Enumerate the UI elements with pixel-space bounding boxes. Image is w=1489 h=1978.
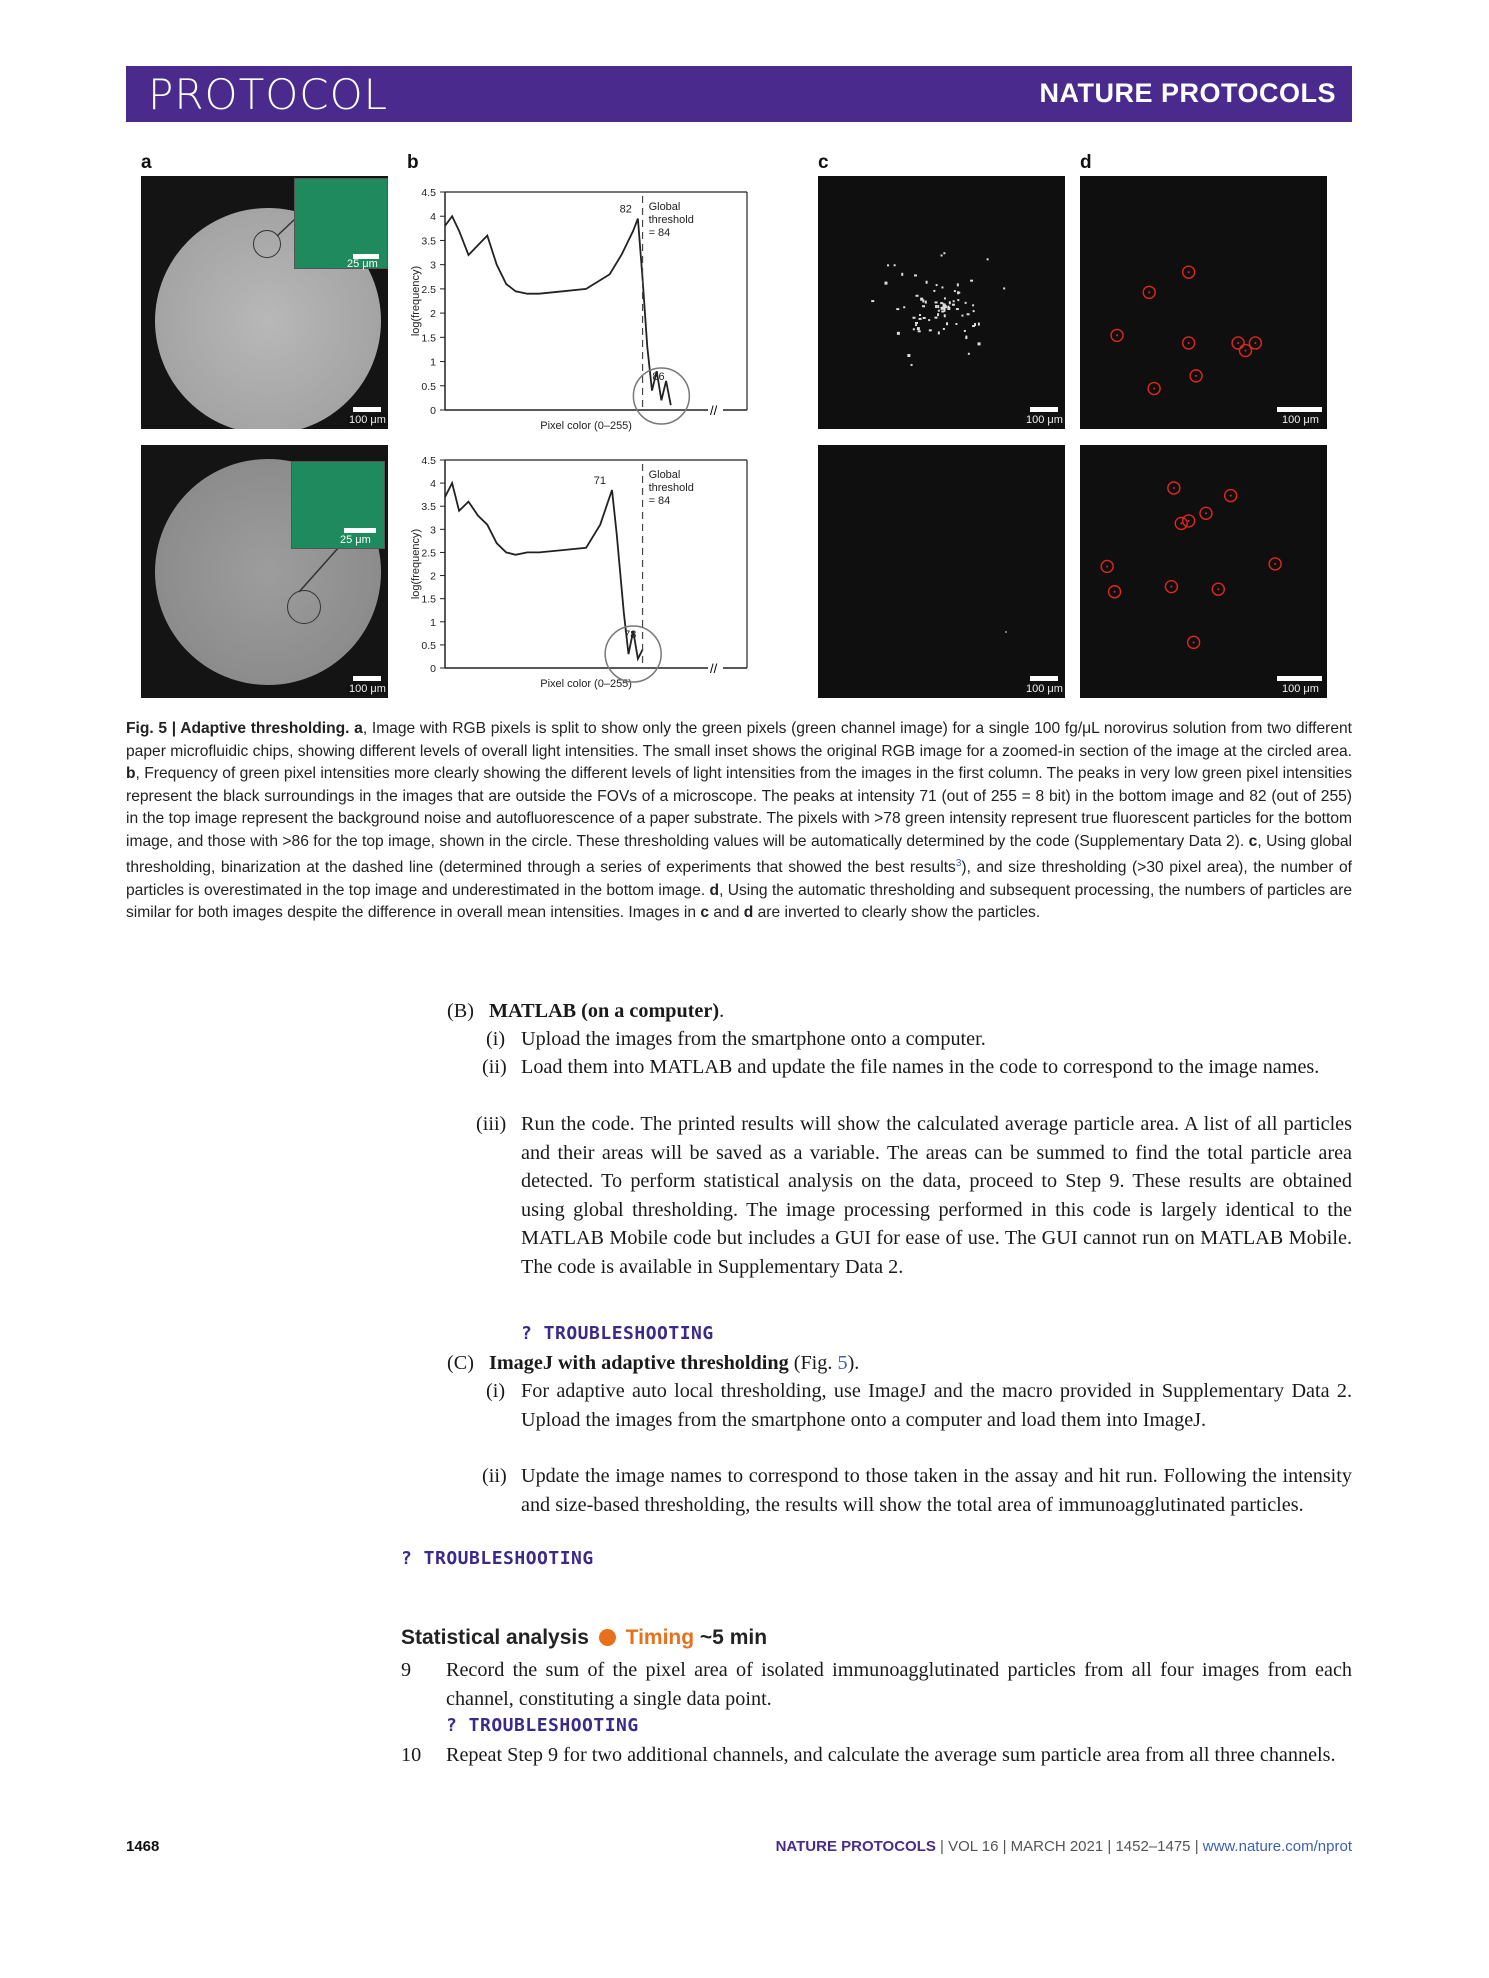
particle-dot	[947, 306, 949, 308]
particle-dot	[914, 274, 917, 276]
particle-dot	[915, 324, 917, 326]
detected-particle-dot	[1274, 563, 1276, 565]
particle-dot	[964, 330, 966, 332]
threshold-label: Global	[648, 201, 681, 213]
particle-dot	[925, 301, 927, 304]
particle-dot	[935, 305, 937, 308]
y-tick-label: 2	[430, 570, 436, 583]
step-C-i-text: For adaptive auto local thresholding, use ImageJ and the macro provided in Supplementary Data 2. Upload the images from the smartphone onto a computer and load them into ImageJ.	[521, 1380, 1352, 1431]
particle-dot	[943, 328, 945, 330]
footer-sep: |	[998, 1838, 1011, 1855]
circle-label: 78	[624, 629, 637, 641]
y-tick-label: 4.5	[421, 187, 436, 199]
panel-label-a: a	[141, 152, 152, 173]
y-tick-label: 4	[430, 211, 436, 224]
troubleshooting-link[interactable]: ? TROUBLESHOOTING	[521, 1323, 714, 1344]
footer-sep: |	[1103, 1838, 1116, 1855]
particle-dot	[941, 310, 944, 312]
histogram-bottom	[405, 448, 805, 698]
y-tick-label: 4	[430, 478, 436, 491]
axis-break: //	[710, 403, 718, 418]
circle-label: 86	[652, 371, 665, 383]
caption-text: , Using global thresholding, binarization at the dashed line (determined through a series of experiments that showed the best results	[126, 832, 1353, 877]
particle-dot	[954, 290, 956, 292]
footer-volume: VOL 16	[948, 1838, 999, 1855]
particle-dot	[915, 322, 918, 324]
particle-dot	[936, 284, 938, 286]
step-C-title-text: ImageJ with adaptive thresholding	[489, 1352, 789, 1374]
step-B-ii-text: Load them into MATLAB and update the file names in the code to correspond to the image names.	[521, 1056, 1320, 1078]
particle-dot	[922, 299, 924, 302]
scale-label: 100 μm	[1282, 683, 1319, 695]
scale-label: 100 μm	[349, 683, 386, 695]
step-9-text: Record the sum of the pixel area of isolated immunoagglutinated particles from all four images from each channel, constituting a single data point.	[446, 1659, 1352, 1710]
step-C-ii-number: (ii)	[482, 1465, 507, 1487]
y-tick-label: 1.5	[421, 593, 436, 606]
panel-d-bottom-image	[1080, 445, 1327, 698]
particle-dot	[907, 354, 910, 357]
caption-fig-label: Fig. 5 | Adaptive thresholding.	[126, 720, 350, 737]
y-tick-label: 0	[430, 405, 436, 417]
particle-dot	[1003, 287, 1005, 289]
y-tick-label: 4.5	[421, 455, 436, 467]
particle-dot	[933, 290, 935, 292]
detected-particle-dot	[1180, 522, 1182, 524]
histogram-line	[445, 483, 643, 659]
step-B-ii-number: (ii)	[482, 1056, 507, 1078]
caption-text: ), and size thresholding (>30 pixel area), the number of particles is overestimated in the top image and underestimated in the bottom image.	[126, 859, 1353, 899]
particle-dot	[942, 303, 944, 305]
footer-sep: |	[1190, 1838, 1203, 1855]
y-tick-label: 3	[430, 259, 436, 272]
detected-particle-dot	[1254, 342, 1256, 344]
particle-dot	[919, 314, 921, 316]
particle-dot	[922, 305, 925, 307]
scale-bar	[1277, 676, 1322, 681]
detected-particle-dot	[1244, 350, 1246, 352]
step-B-iii-number: (iii)	[476, 1113, 507, 1135]
particle-dot	[928, 319, 930, 321]
panel-label-d: d	[1080, 152, 1092, 173]
fig-ref-prefix: (Fig.	[788, 1352, 838, 1374]
particle-dot	[944, 314, 946, 317]
particle-dot	[978, 323, 980, 326]
step-B-number: (B)	[447, 1000, 474, 1022]
footer-citation	[776, 1838, 1352, 1855]
particle-dot	[884, 282, 887, 285]
axis-break: //	[710, 661, 718, 676]
particle-dot	[913, 328, 915, 330]
particle-dot	[970, 280, 973, 282]
particle-dot	[937, 313, 939, 316]
figure-link[interactable]: 5	[837, 1352, 848, 1374]
footer-date: MARCH 2021	[1010, 1838, 1104, 1855]
threshold-label: threshold	[648, 482, 694, 494]
scale-bar	[353, 407, 381, 412]
troubleshooting-link[interactable]: ? TROUBLESHOOTING	[446, 1715, 639, 1736]
particle-dots	[818, 176, 1065, 429]
caption-text: are inverted to clearly show the particles.	[753, 904, 1041, 922]
caption-ref-d: d	[709, 881, 720, 899]
detected-particle-dot	[1217, 588, 1219, 590]
particle-dot	[911, 364, 913, 366]
particle-dot	[957, 291, 959, 294]
peak-label: 71	[593, 475, 606, 488]
step-9-number: 9	[401, 1659, 412, 1681]
step-B-i-number: (i)	[486, 1028, 506, 1050]
panel-a-top-image	[141, 176, 388, 429]
particle-dot	[943, 306, 946, 308]
particle-dot	[955, 323, 957, 325]
header-banner	[126, 66, 1352, 122]
section-heading-text: Statistical analysis	[401, 1626, 589, 1649]
troubleshooting-link[interactable]: ? TROUBLESHOOTING	[401, 1548, 594, 1569]
y-tick-label: 1	[430, 616, 436, 629]
citation-link[interactable]: 3	[955, 858, 962, 869]
caption-text: and	[709, 904, 744, 922]
fig-ref-suffix: ).	[847, 1352, 860, 1374]
particle-dot	[972, 304, 974, 306]
caption-text: , Image with RGB pixels is split to show only the green pixels (green channel image) for a single 100 fg/μL norovirus solution from two different paper microfluidic chips, showing different levels of overall light intensities. The small inset shows the original RGB image for a zoomed-in section of the image at the circled area.	[126, 720, 1352, 760]
particle-dot	[903, 306, 905, 308]
scale-bar	[1277, 407, 1322, 412]
threshold-label: = 84	[648, 495, 671, 507]
peak-label: 82	[619, 203, 632, 216]
detected-particle-dot	[1173, 487, 1175, 489]
step-10-text: Repeat Step 9 for two additional channels, and calculate the average sum particle area from all three channels.	[446, 1744, 1336, 1766]
particle-dot	[941, 254, 943, 256]
caption-ref-a: a	[354, 720, 363, 737]
particle-dot	[871, 300, 874, 302]
particle-dot	[916, 295, 919, 297]
caption-text: , Frequency of green pixel intensities more clearly showing the different levels of light intensities from the images in the first column. The peaks in very low green pixel intensities represent the black surroundings in the images that are outside the FOVs of a microscope. The peaks at intensity 71 (out of 255 = 8 bit) in the bottom image and 82 (out of 255) in the top image represent the background noise and autofluorescence of a paper substrate. The pixels with >78 green intensity represent true fluorescent particles for the bottom image, and those with >86 for the top image, shown in the circle. These thresholding values will be automatically determined by the code (Supplementary Data 2).	[126, 765, 1352, 850]
particle-dot	[941, 286, 943, 288]
particle-dot	[919, 318, 922, 320]
particle-dot	[923, 317, 926, 319]
green-inset	[291, 461, 385, 549]
footer-url-link[interactable]: www.nature.com/nprot	[1202, 1838, 1352, 1855]
detected-particle-dot	[1106, 565, 1108, 567]
y-tick-label: 2.5	[421, 283, 436, 296]
particle-dot	[946, 322, 948, 325]
inset-scale-label: 25 μm	[347, 258, 378, 270]
particle-dot	[944, 297, 946, 299]
timing-value: ~5 min	[699, 1626, 768, 1649]
journal-title: NATURE PROTOCOLS	[1039, 78, 1336, 108]
panel-c-top-image	[818, 176, 1065, 429]
scale-label: 100 μm	[1026, 683, 1063, 695]
figure-caption	[126, 718, 1352, 925]
particle-dot	[917, 327, 920, 330]
particle-dot	[952, 304, 955, 306]
particle-dot	[934, 317, 937, 319]
particle-dot	[937, 305, 939, 308]
particle-dot	[935, 301, 938, 303]
timing-dot-icon	[599, 1629, 616, 1646]
detected-particle-dot	[1230, 495, 1232, 497]
threshold-label: = 84	[648, 227, 671, 239]
particle-dot	[912, 317, 915, 319]
panel-c-bottom-image	[818, 445, 1065, 698]
detected-particle-dot	[1170, 586, 1172, 588]
section-heading	[401, 1626, 767, 1650]
detected-particle-dot	[1153, 388, 1155, 390]
histogram-line	[445, 216, 671, 405]
detected-particle-dot	[1116, 334, 1118, 336]
detected-particle-dot	[1188, 520, 1190, 522]
panel-d-top-image	[1080, 176, 1327, 429]
y-tick-label: 3.5	[421, 501, 436, 514]
detected-particle-dot	[1195, 375, 1197, 377]
y-tick-label: 1.5	[421, 332, 436, 345]
threshold-label: Global	[648, 469, 681, 481]
particle-dot	[965, 302, 967, 304]
particle-dot	[926, 281, 928, 284]
footer-pages: 1452–1475	[1115, 1838, 1191, 1855]
scale-label: 100 μm	[1282, 414, 1319, 426]
particle-dot	[967, 313, 970, 315]
particle-dot	[929, 329, 932, 331]
particle-dot	[943, 252, 945, 254]
step-B-iii-text: Run the code. The printed results will show the calculated average particle area. A list of all particles and their areas will be saved as a variable. The areas can be summed to find the total particle area detected. To perform statistical analysis on the data, proceed to Step 9. These results are obtained using global thresholding. The image processing performed in this code is largely identical to the MATLAB Mobile code but includes a GUI for ease of use. The GUI cannot run on MATLAB Mobile. The code is available in Supplementary Data 2.	[521, 1113, 1352, 1278]
particle-dot	[972, 325, 975, 327]
timing-label: Timing	[625, 1626, 695, 1649]
particle-dot	[956, 308, 959, 310]
particle-dot	[968, 353, 970, 355]
particle-dot	[973, 310, 975, 312]
detected-particle-dot	[1148, 291, 1150, 293]
particle-dot	[957, 299, 959, 301]
scale-bar	[353, 676, 381, 681]
particle-dot	[938, 310, 940, 312]
scale-label: 100 μm	[349, 414, 386, 426]
particle-dot	[1005, 631, 1007, 633]
x-axis-label: Pixel color (0–255)	[540, 420, 632, 432]
particle-dot	[953, 300, 955, 302]
step-B-i-text: Upload the images from the smartphone onto a computer.	[521, 1028, 986, 1050]
scale-label: 100 μm	[1026, 414, 1063, 426]
section-title: PROTOCOL	[148, 70, 389, 119]
particle-dot	[965, 336, 967, 339]
x-axis-label: Pixel color (0–255)	[540, 678, 632, 690]
particle-dot	[901, 273, 903, 276]
step-B-title: MATLAB (on a computer).	[489, 1000, 725, 1022]
y-tick-label: 1	[430, 356, 436, 369]
particle-dot	[949, 301, 951, 304]
panel-a-bottom-image	[141, 445, 388, 698]
caption-text: , Using the automatic thresholding and subsequent processing, the numbers of particles are similar for both images despite the difference in overall mean intensities. Images in	[126, 881, 1353, 922]
detected-particles	[1080, 176, 1327, 429]
y-tick-label: 0.5	[421, 639, 436, 652]
histogram-top	[405, 180, 805, 440]
y-tick-label: 0	[430, 663, 436, 675]
page-number: 1468	[126, 1838, 160, 1855]
step-C-i-number: (i)	[486, 1380, 506, 1402]
step-C-title	[489, 1349, 859, 1378]
particle-dot	[978, 342, 981, 345]
step-10-number: 10	[401, 1744, 422, 1766]
particle-dot	[897, 332, 900, 335]
detected-particles	[1080, 445, 1327, 698]
particle-dot	[957, 283, 959, 286]
particle-dot	[887, 264, 889, 266]
y-axis-label: log(frequency)	[410, 265, 422, 337]
caption-ref-c: c	[700, 904, 710, 922]
particle-dot	[918, 330, 921, 332]
caption-ref-c: c	[1248, 832, 1258, 850]
caption-ref-b: b	[126, 765, 136, 782]
y-tick-label: 3.5	[421, 235, 436, 248]
scale-bar	[1030, 407, 1058, 412]
y-tick-label: 2	[430, 308, 436, 321]
y-axis-label: log(frequency)	[410, 528, 422, 600]
particle-dot	[987, 258, 989, 260]
particle-dot	[941, 307, 943, 310]
panel-label-c: c	[818, 152, 829, 173]
detected-particle-dot	[1188, 342, 1190, 344]
inset-scale-label: 25 μm	[340, 534, 371, 546]
y-tick-label: 3	[430, 524, 436, 537]
y-tick-label: 0.5	[421, 380, 436, 393]
y-tick-label: 2.5	[421, 547, 436, 560]
step-C-ii-text: Update the image names to correspond to those taken in the assay and hit run. Following the intensity and size-based thresholding, the results will show the total area of immunoagglutinated particles.	[521, 1465, 1352, 1516]
caption-ref-d: d	[743, 904, 754, 922]
scale-bar	[1030, 676, 1058, 681]
detected-particle-dot	[1193, 641, 1195, 643]
footer-journal: NATURE PROTOCOLS	[775, 1838, 936, 1855]
inset-scale-bar	[344, 528, 376, 533]
panel-label-b: b	[407, 152, 419, 173]
footer-sep: |	[935, 1838, 949, 1855]
particle-dot	[938, 331, 940, 334]
particle-dot	[894, 264, 896, 266]
detected-particle-dot	[1237, 342, 1239, 344]
particle-dot	[961, 315, 963, 317]
detected-particle-dot	[1114, 591, 1116, 593]
threshold-label: threshold	[648, 214, 694, 226]
step-C-number: (C)	[447, 1352, 474, 1374]
step-B-title-text: MATLAB (on a computer)	[489, 1000, 720, 1022]
particle-dot	[896, 308, 899, 310]
detected-particle-dot	[1205, 512, 1207, 514]
green-inset	[294, 178, 388, 269]
detected-particle-dot	[1188, 271, 1190, 273]
